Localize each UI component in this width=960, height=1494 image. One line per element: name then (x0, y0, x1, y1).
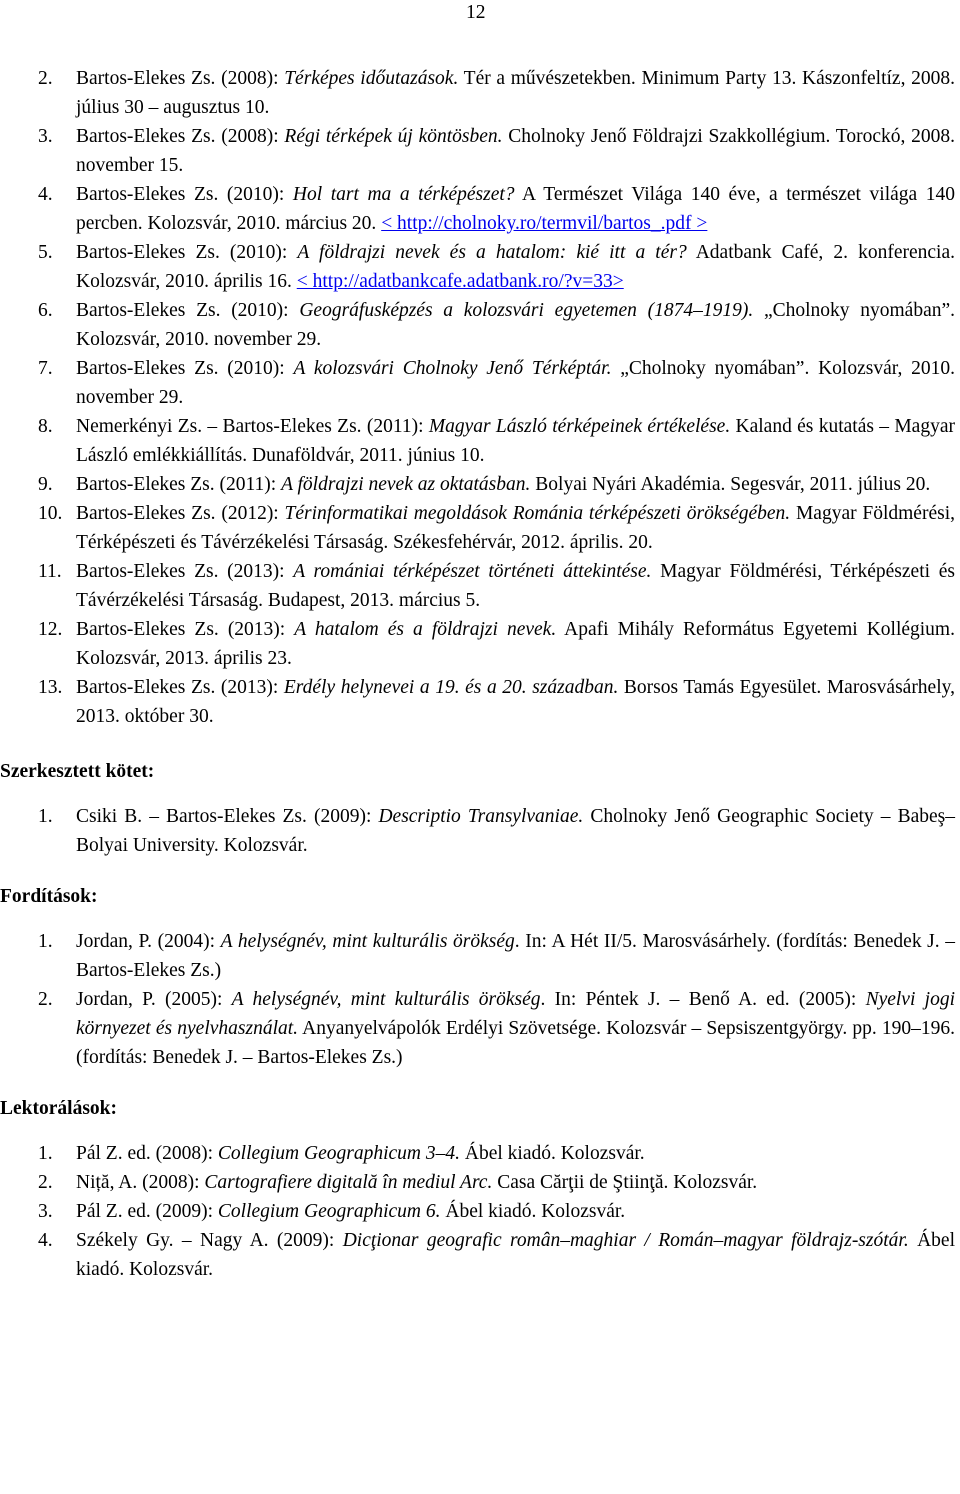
item-authors: Jordan, P. (2005): (76, 989, 232, 1010)
item-authors: Jordan, P. (2004): (76, 931, 221, 952)
item-number: 11. (38, 561, 62, 582)
item-title: A hatalom és a földrajzi nevek. (294, 619, 557, 640)
item-number: 2. (38, 1172, 53, 1193)
item-details: A Természet Világa 140 éve, a természet világa 140 percben. Kolozsvár, 2010. március 20. (76, 184, 955, 234)
item-number: 10. (38, 503, 63, 524)
item-title: Collegium Geographicum 6. (217, 1201, 441, 1222)
item-title: A helységnév, mint kulturális örökség (220, 931, 515, 952)
item-authors: Bartos-Elekes Zs. (2013): (76, 677, 284, 698)
item-details: Anyanyelvápolók Erdélyi Szövetsége. Kolozsvár – Sepsiszentgyörgy. pp. 190–196. (fordítás: Benedek J. – Bartos-Elekes Zs.) (76, 1018, 955, 1068)
edited-heading: Szerkesztett kötet: (0, 761, 155, 782)
item-authors: Székely Gy. – Nagy A. (2009): (76, 1230, 343, 1251)
list-item (0, 412, 955, 470)
reviews-list (0, 1139, 955, 1284)
item-number: 8. (38, 416, 53, 437)
item-number: 5. (38, 242, 53, 263)
item-authors: Bartos-Elekes Zs. (2013): (76, 619, 295, 640)
item-number: 9. (38, 474, 53, 495)
item-details: Cholnoky Jenő Geographic Society – Babeş–Bolyai University. Kolozsvár. (76, 806, 955, 856)
item-title: Térképes időutazások. (284, 68, 459, 89)
item-authors: Bartos-Elekes Zs. (2010): (76, 300, 300, 321)
item-authors: Csiki B. – Bartos-Elekes Zs. (2009): (76, 806, 379, 827)
item-details: Magyar Földmérési, Térképészeti és Távérzékelési Társaság. Budapest, 2013. március 5. (76, 561, 955, 611)
item-title: Térinformatikai megoldások Románia térképészeti örökségében. (284, 503, 791, 524)
item-title: Erdély helynevei a 19. és a 20. században. (283, 677, 619, 698)
item-authors: Bartos-Elekes Zs. (2010): (76, 358, 294, 379)
item-number: 4. (38, 184, 53, 205)
item-authors: Bartos-Elekes Zs. (2010): (76, 242, 298, 263)
item-title: Hol tart ma a térképészet? (292, 184, 515, 205)
item-details: Borsos Tamás Egyesület. Marosvásárhely, 2013. október 30. (76, 677, 955, 727)
list-item (0, 499, 955, 557)
page-number: 12 (466, 2, 486, 23)
item-details: Magyar Földmérési, Térképészeti és Távérzékelési Társaság. Székesfehérvár, 2012. április. 20. (76, 503, 955, 553)
item-title: A földrajzi nevek és a hatalom: kié itt a tér? (297, 242, 687, 263)
item-details: „Cholnoky nyomában”. Kolozsvár, 2010. november 29. (76, 300, 956, 350)
reviews-heading: Lektorálások: (0, 1098, 117, 1119)
list-item (0, 615, 955, 673)
item-title: Dicţionar geografic român–maghiar / Román–magyar földrajz-szótár. (342, 1230, 909, 1251)
list-item (0, 296, 955, 354)
list-item (0, 354, 955, 412)
list-item (0, 64, 955, 122)
list-item (0, 122, 955, 180)
item-authors: Pál Z. ed. (2008): (76, 1143, 218, 1164)
list-item (0, 927, 955, 985)
item-title: A romániai térképészet történeti áttekintése. (293, 561, 652, 582)
item-details: Kaland és kutatás – Magyar László emlékkiállítás. Dunaföldvár, 2011. június 10. (76, 416, 955, 466)
list-item (0, 985, 955, 1072)
item-details: Casa Cărţii de Ştiinţă. Kolozsvár. (492, 1172, 758, 1193)
item-details: Apafi Mihály Református Egyetemi Kollégium. Kolozsvár, 2013. április 23. (76, 619, 955, 669)
item-authors: Bartos-Elekes Zs. (2011): (76, 474, 282, 495)
item-authors: Bartos-Elekes Zs. (2010): (76, 184, 293, 205)
item-title: Magyar László térképeinek értékelése. (428, 416, 731, 437)
item-authors: Niță, A. (2008): (76, 1172, 205, 1193)
item-title: A földrajzi nevek az oktatásban. (281, 474, 531, 495)
item-number: 12. (38, 619, 63, 640)
item-number: 7. (38, 358, 53, 379)
item-title: Collegium Geographicum 3–4. (217, 1143, 460, 1164)
item-number: 1. (38, 1143, 53, 1164)
item-title-secondary: Nyelvi jogi környezet és nyelvhasználat. (76, 989, 955, 1039)
item-authors: Bartos-Elekes Zs. (2012): (76, 503, 285, 524)
item-details: Ábel kiadó. Kolozsvár. (76, 1230, 955, 1280)
item-link[interactable]: < http://adatbankcafe.adatbank.ro/?v=33> (296, 271, 624, 292)
item-details: Bolyai Nyári Akadémia. Segesvár, 2011. július 20. (530, 474, 931, 495)
list-item (0, 1197, 955, 1226)
list-item (0, 1226, 955, 1284)
item-authors: Bartos-Elekes Zs. (2008): (76, 68, 285, 89)
item-number: 4. (38, 1230, 53, 1251)
list-item (0, 802, 955, 860)
translations-heading: Fordítások: (0, 886, 98, 907)
presentations-list (0, 64, 955, 731)
item-title: Descriptio Transylvaniae. (378, 806, 584, 827)
item-title: Cartografiere digitală în mediul Arc. (204, 1172, 493, 1193)
item-source: . In: Péntek J. – Benő A. ed. (2005): (540, 989, 866, 1010)
item-link[interactable]: < http://cholnoky.ro/termvil/bartos_.pdf > (381, 213, 708, 234)
item-number: 3. (38, 126, 53, 147)
item-number: 13. (38, 677, 63, 698)
list-item (0, 1139, 955, 1168)
item-number: 2. (38, 68, 53, 89)
item-details: . In: A Hét II/5. Marosvásárhely. (fordítás: Benedek J. – Bartos-Elekes Zs.) (76, 931, 956, 981)
item-details: Cholnoky Jenő Földrajzi Szakkollégium. Torockó, 2008. november 15. (76, 126, 955, 176)
list-item (0, 470, 955, 499)
list-item (0, 238, 955, 296)
list-item (0, 180, 955, 238)
item-authors: Nemerkényi Zs. – Bartos-Elekes Zs. (2011): (76, 416, 429, 437)
item-details: Tér a művészetekben. Minimum Party 13. Kászonfeltíz, 2008. július 30 – augusztus 10. (76, 68, 956, 118)
item-number: 6. (38, 300, 53, 321)
item-authors: Bartos-Elekes Zs. (2013): (76, 561, 294, 582)
item-details: „Cholnoky nyomában”. Kolozsvár, 2010. november 29. (76, 358, 955, 408)
list-item (0, 557, 955, 615)
item-number: 2. (38, 989, 53, 1010)
list-item (0, 1168, 955, 1197)
edited-list (0, 802, 955, 860)
item-number: 1. (38, 931, 53, 952)
item-authors: Pál Z. ed. (2009): (76, 1201, 218, 1222)
list-item (0, 673, 955, 731)
translations-list (0, 927, 955, 1072)
item-details: Ábel kiadó. Kolozsvár. (440, 1201, 626, 1222)
item-title: A helységnév, mint kulturális örökség (231, 989, 541, 1010)
item-title: Régi térképek új köntösben. (284, 126, 503, 147)
item-details: Adatbank Café, 2. konferencia. Kolozsvár, 2010. április 16. (76, 242, 955, 292)
item-authors: Bartos-Elekes Zs. (2008): (76, 126, 285, 147)
item-number: 1. (38, 806, 53, 827)
item-number: 3. (38, 1201, 53, 1222)
item-title: A kolozsvári Cholnoky Jenő Térképtár. (293, 358, 612, 379)
item-details: Ábel kiadó. Kolozsvár. (460, 1143, 645, 1164)
item-title: Geográfusképzés a kolozsvári egyetemen (1874–1919). (299, 300, 754, 321)
document-body (0, 64, 955, 1284)
